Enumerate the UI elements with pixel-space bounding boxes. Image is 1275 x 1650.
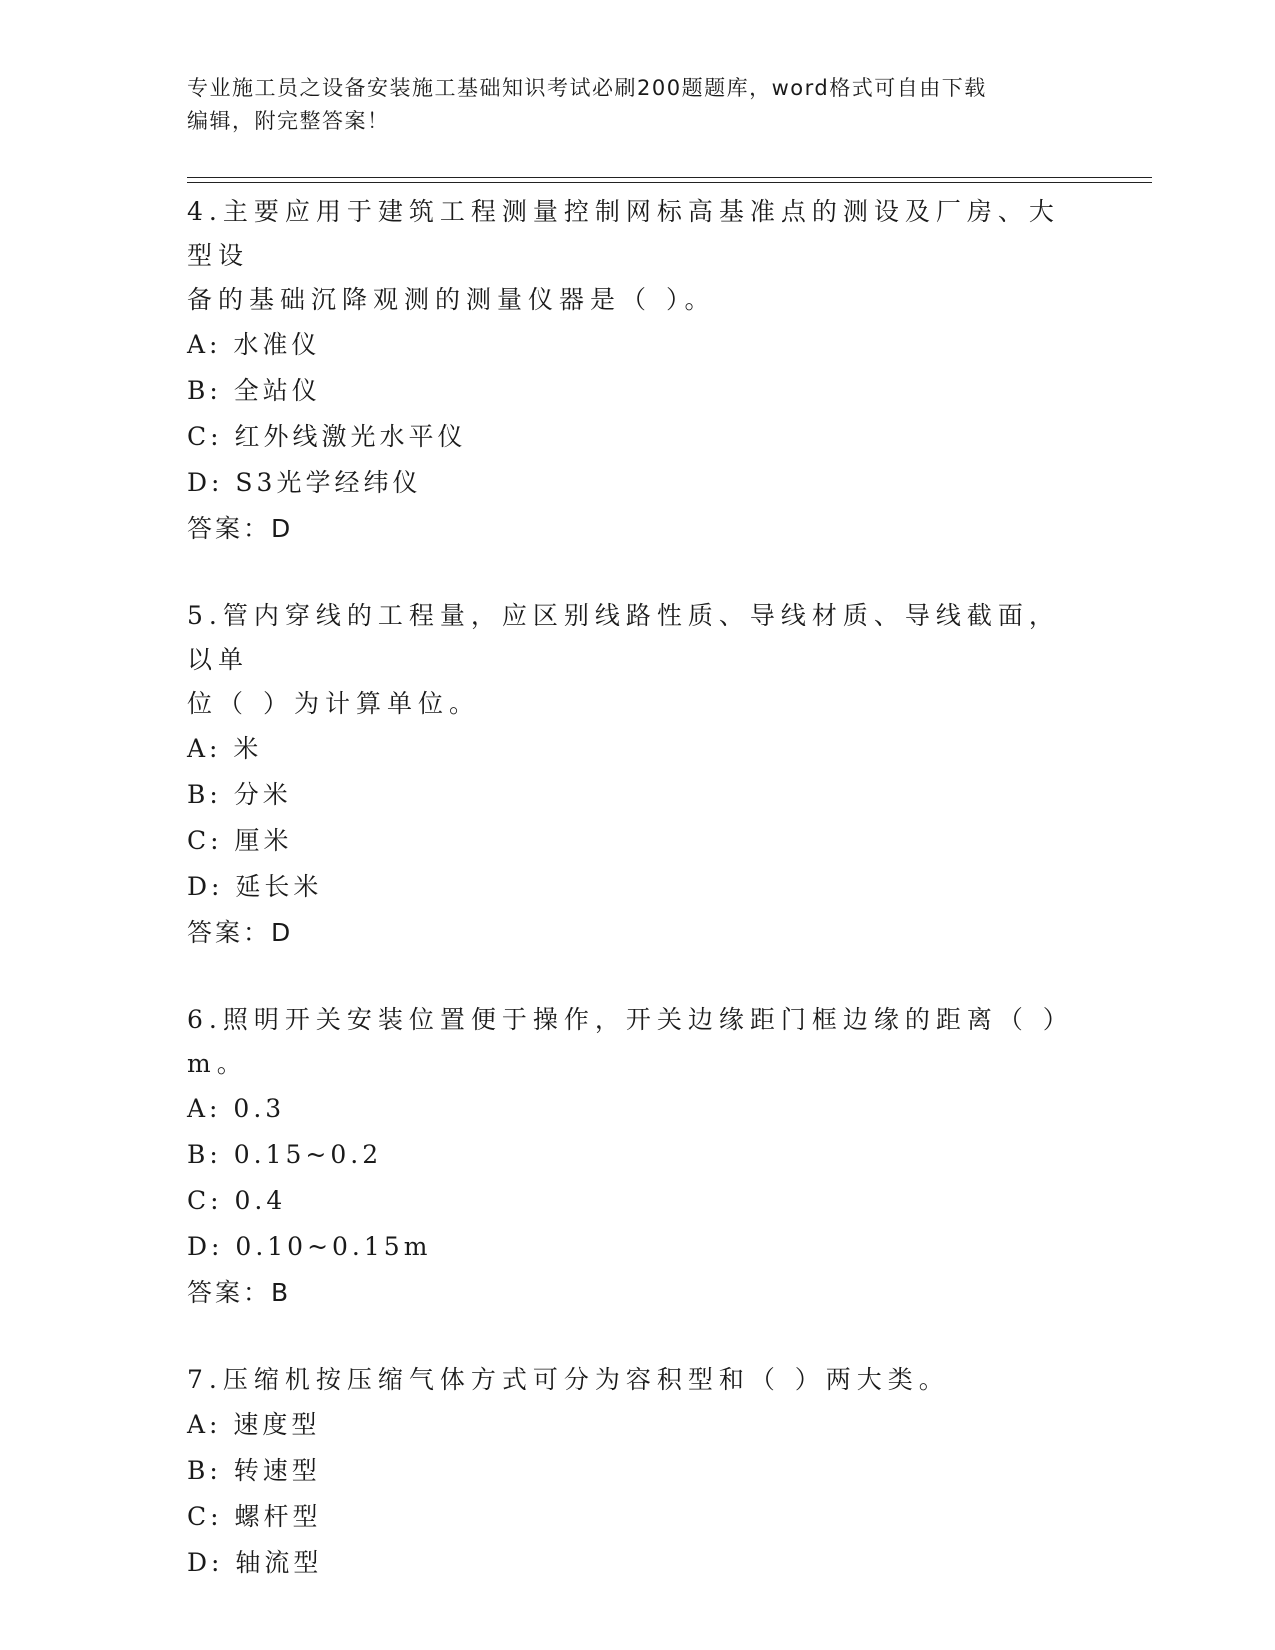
question-6 xyxy=(187,998,1087,1316)
option-d: D: 0.10~0.15m xyxy=(187,1232,432,1261)
question-text xyxy=(187,594,1087,726)
option-a: A: 速度型 xyxy=(187,1410,321,1439)
option-b: B: 转速型 xyxy=(187,1456,321,1485)
question-5 xyxy=(187,594,1087,956)
question-text-line: 备的基础沉降观测的测量仪器是（ ）。 xyxy=(187,285,716,314)
document-header xyxy=(187,72,1087,138)
header-line-2: 编辑，附完整答案！ xyxy=(187,109,390,133)
option-c: C: 厘米 xyxy=(187,826,293,855)
question-text-line: 7.压缩机按压缩气体方式可分为容积型和（ ）两大类。 xyxy=(187,1365,950,1394)
answer: 答案：B xyxy=(187,1278,292,1307)
option-a: A: 0.3 xyxy=(187,1094,286,1123)
question-list xyxy=(187,190,1087,1628)
question-text-line: 4.主要应用于建筑工程测量控制网标高基准点的测设及厂房、大型设 xyxy=(187,197,1060,270)
option-d: D: 轴流型 xyxy=(187,1548,323,1577)
header-line-1: 专业施工员之设备安装施工基础知识考试必刷200题题库，word格式可自由下载 xyxy=(187,76,987,100)
question-4 xyxy=(187,190,1087,552)
option-c: C: 0.4 xyxy=(187,1186,287,1215)
option-a: A: 水准仪 xyxy=(187,330,321,359)
question-7 xyxy=(187,1358,1087,1586)
answer: 答案：D xyxy=(187,918,294,947)
option-b: B: 分米 xyxy=(187,780,292,809)
question-text-line: 5.管内穿线的工程量，应区别线路性质、导线材质、导线截面，以单 xyxy=(187,601,1060,674)
option-b: B: 全站仪 xyxy=(187,376,321,405)
question-text xyxy=(187,998,1087,1086)
option-a: A: 米 xyxy=(187,734,263,763)
option-b: B: 0.15~0.2 xyxy=(187,1140,383,1169)
option-c: C: 红外线激光水平仪 xyxy=(187,422,467,451)
question-text xyxy=(187,190,1087,322)
question-text xyxy=(187,1358,1087,1402)
header-divider-top xyxy=(187,177,1152,178)
option-d: D: 延长米 xyxy=(187,872,323,901)
option-c: C: 螺杆型 xyxy=(187,1502,322,1531)
question-text-line: 位（ ）为计算单位。 xyxy=(187,689,480,718)
question-text-line: 6.照明开关安装位置便于操作，开关边缘距门框边缘的距离（ ）m。 xyxy=(187,1005,1074,1078)
option-d: D: S3光学经纬仪 xyxy=(187,468,422,497)
header-divider-bottom xyxy=(187,182,1152,183)
answer: 答案：D xyxy=(187,514,294,543)
